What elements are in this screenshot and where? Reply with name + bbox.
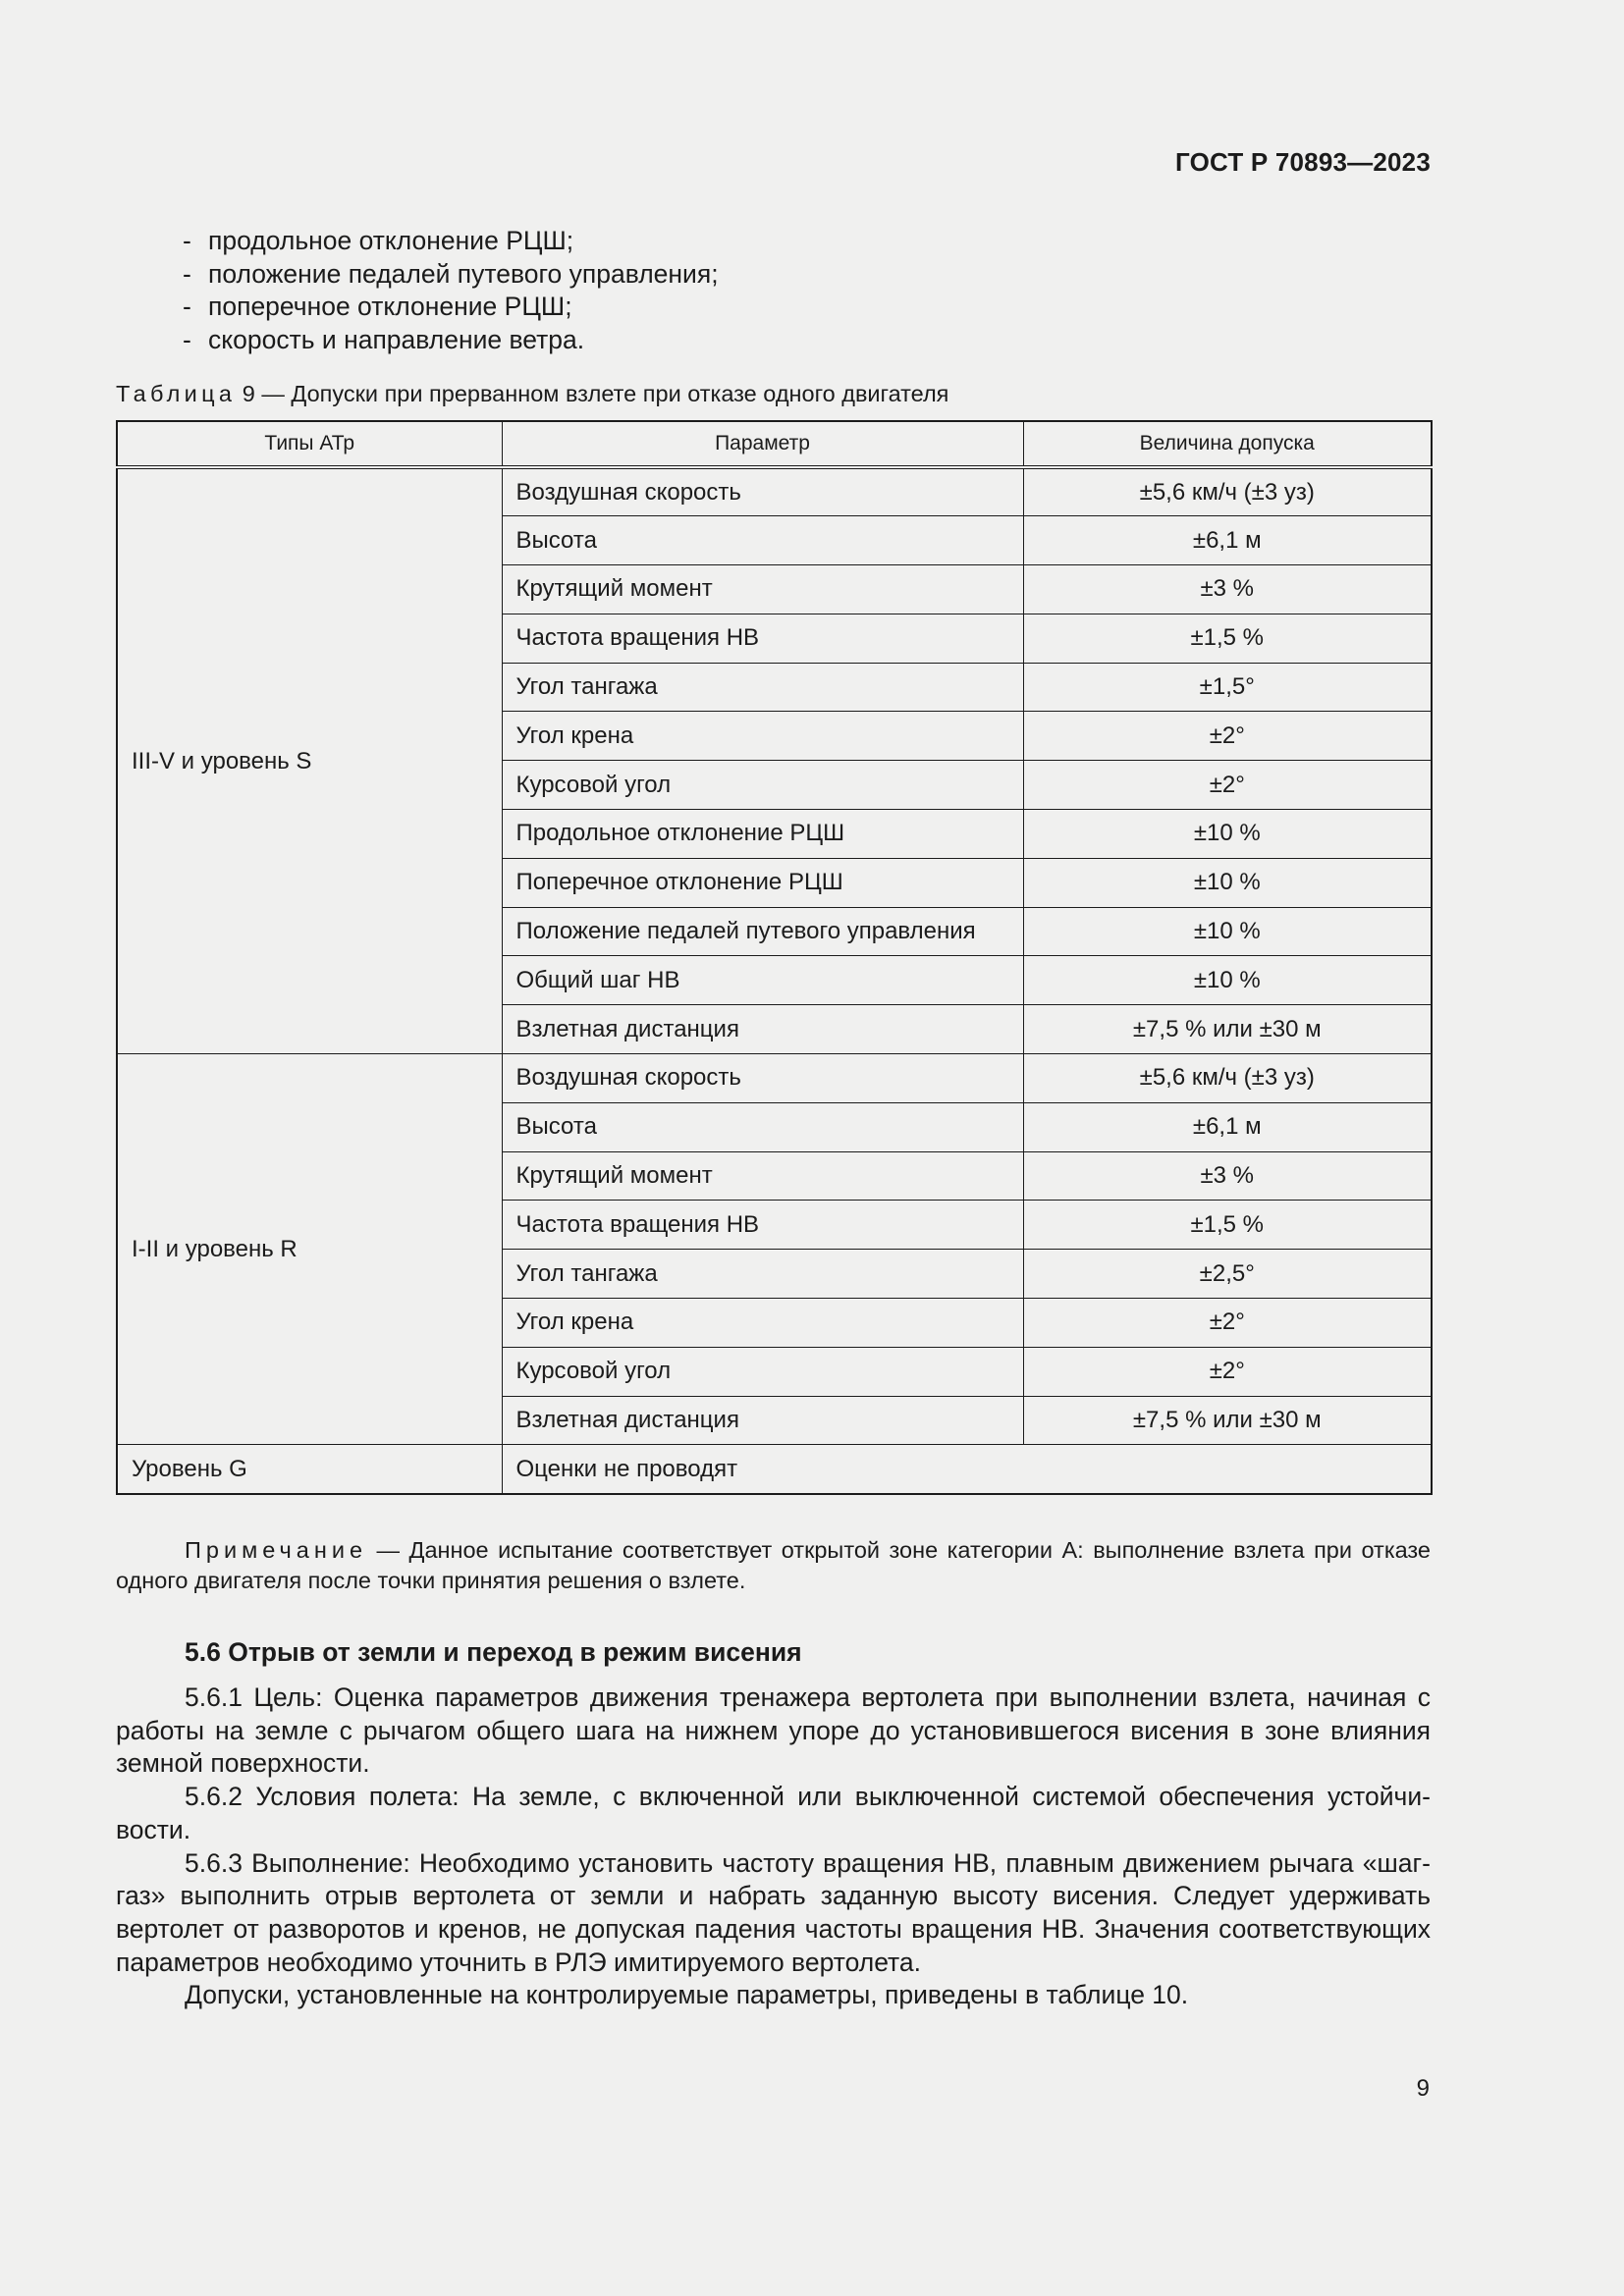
- paragraph: Допуски, установленные на контролируемые параметры, приведены в таблице 10.: [185, 1980, 1189, 2010]
- parameter-cell: Частота вращения НВ: [502, 1201, 1023, 1250]
- tolerance-cell: ±3 %: [1023, 1151, 1432, 1201]
- parameter-cell: Крутящий момент: [502, 1151, 1023, 1201]
- list-item-text: поперечное отклонение РЦШ;: [208, 292, 572, 321]
- column-header-parameter: Параметр: [502, 421, 1023, 467]
- parameter-cell: Курсовой угол: [502, 761, 1023, 810]
- table-note: [116, 1535, 1431, 1596]
- parameter-cell: Угол крена: [502, 712, 1023, 761]
- bullet-dash: -: [183, 292, 191, 321]
- parameter-cell: Поперечное отклонение РЦШ: [502, 858, 1023, 907]
- parameter-cell: Положение педалей путевого управления: [502, 907, 1023, 956]
- group-type-cell: Уровень G: [117, 1445, 502, 1494]
- bullet-dash: -: [183, 324, 191, 354]
- parameter-cell: Высота: [502, 1102, 1023, 1151]
- tolerance-cell: ±1,5 %: [1023, 614, 1432, 663]
- parameter-cell: Взлетная дистанция: [502, 1005, 1023, 1054]
- document-id: ГОСТ Р 70893—2023: [1175, 147, 1431, 177]
- section-title: 5.6 Отрыв от земли и переход в режим висения: [185, 1637, 802, 1667]
- tolerance-cell: ±1,5 %: [1023, 1201, 1432, 1250]
- list-item-text: положение педалей путевого управления;: [208, 258, 719, 289]
- tolerance-cell: ±5,6 км/ч (±3 уз): [1023, 1054, 1432, 1103]
- tolerance-cell: ±2°: [1023, 1347, 1432, 1396]
- tolerance-cell: ±1,5°: [1023, 663, 1432, 712]
- note-label: Примечание: [185, 1537, 368, 1563]
- parameter-cell: Угол крена: [502, 1299, 1023, 1348]
- parameter-cell: Воздушная скорость: [502, 467, 1023, 516]
- group-type-cell: III-V и уровень S: [117, 467, 502, 1054]
- list-item: [183, 324, 719, 357]
- tolerance-cell: ±6,1 м: [1023, 1102, 1432, 1151]
- tolerance-cell: ±3 %: [1023, 565, 1432, 614]
- parameter-cell: Крутящий момент: [502, 565, 1023, 614]
- tolerance-cell: ±2,5°: [1023, 1250, 1432, 1299]
- section-body: [116, 1682, 1431, 2012]
- table-caption-title: — Допуски при прерванном взлете при отказе одного двигателя: [261, 381, 949, 406]
- paragraph: 5.6.2 Условия полета: На земле, с включенной или выключенной системой обеспечения устойчивости.: [116, 1782, 1431, 1844]
- bullet-dash: -: [183, 258, 191, 289]
- table-caption-number: 9: [242, 381, 255, 406]
- tolerance-cell: ±10 %: [1023, 907, 1432, 956]
- list-item: [183, 258, 719, 292]
- page-number: 9: [1416, 2075, 1430, 2102]
- tolerance-table: [116, 420, 1433, 1495]
- list-item: [183, 225, 719, 258]
- tolerance-cell: ±2°: [1023, 1299, 1432, 1348]
- table-caption: [116, 379, 948, 408]
- paragraph: 5.6.1 Цель: Оценка параметров движения тренажера вертолета при выполнении взлета, начиная с работы на земле с рычагом общего шага на нижнем упоре до установившегося висения в зоне влияния земной поверхности.: [116, 1682, 1431, 1779]
- tolerance-cell: ±5,6 км/ч (±3 уз): [1023, 467, 1432, 516]
- list-item-text: продольное отклонение РЦШ;: [208, 226, 574, 255]
- tolerance-cell: ±10 %: [1023, 810, 1432, 859]
- tolerance-cell: ±2°: [1023, 712, 1432, 761]
- column-header-tolerance: Величина допуска: [1023, 421, 1432, 467]
- bullet-list: [183, 225, 719, 356]
- parameter-cell: Угол тангажа: [502, 1250, 1023, 1299]
- parameter-cell: Угол тангажа: [502, 663, 1023, 712]
- tolerance-cell: ±2°: [1023, 761, 1432, 810]
- no-evaluation-cell: Оценки не проводят: [502, 1445, 1432, 1494]
- parameter-cell: Продольное отклонение РЦШ: [502, 810, 1023, 859]
- bullet-dash: -: [183, 226, 191, 255]
- group-type-cell: I-II и уровень R: [117, 1054, 502, 1445]
- table-header-row: [117, 421, 1432, 467]
- tolerance-cell: ±10 %: [1023, 956, 1432, 1005]
- tolerance-cell: ±6,1 м: [1023, 516, 1432, 565]
- list-item-text: скорость и направление ветра.: [208, 324, 585, 354]
- paragraph: 5.6.3 Выполнение: Необходимо установить частоту вращения НВ, плавным движением рычага «шаг-газ» выполнить отрыв вертолета от земли и набрать заданную высоту висения. Следует удерживать вертолет от разворотов и кренов, не допуская падения частоты вращения НВ. Значения соответствующих параметров необходимо уточнить в РЛЭ имитируемого вертолета.: [116, 1847, 1431, 1977]
- tolerance-cell: ±10 %: [1023, 858, 1432, 907]
- table-row: [117, 1054, 1432, 1103]
- column-header-type: Типы АТр: [117, 421, 502, 467]
- table-row: [117, 1445, 1432, 1494]
- list-item: [183, 291, 719, 324]
- parameter-cell: Курсовой угол: [502, 1347, 1023, 1396]
- parameter-cell: Воздушная скорость: [502, 1054, 1023, 1103]
- table-caption-label: Таблица: [116, 381, 237, 406]
- parameter-cell: Взлетная дистанция: [502, 1396, 1023, 1445]
- parameter-cell: Высота: [502, 516, 1023, 565]
- parameter-cell: Частота вращения НВ: [502, 614, 1023, 663]
- table-row: [117, 467, 1432, 516]
- tolerance-cell: ±7,5 % или ±30 м: [1023, 1005, 1432, 1054]
- tolerance-cell: ±7,5 % или ±30 м: [1023, 1396, 1432, 1445]
- note-text: — Данное испытание соответствует открытой зоне категории А: выполнение взлета при отказе одного двигателя после точки принятия решения о взлете.: [116, 1537, 1431, 1593]
- parameter-cell: Общий шаг НВ: [502, 956, 1023, 1005]
